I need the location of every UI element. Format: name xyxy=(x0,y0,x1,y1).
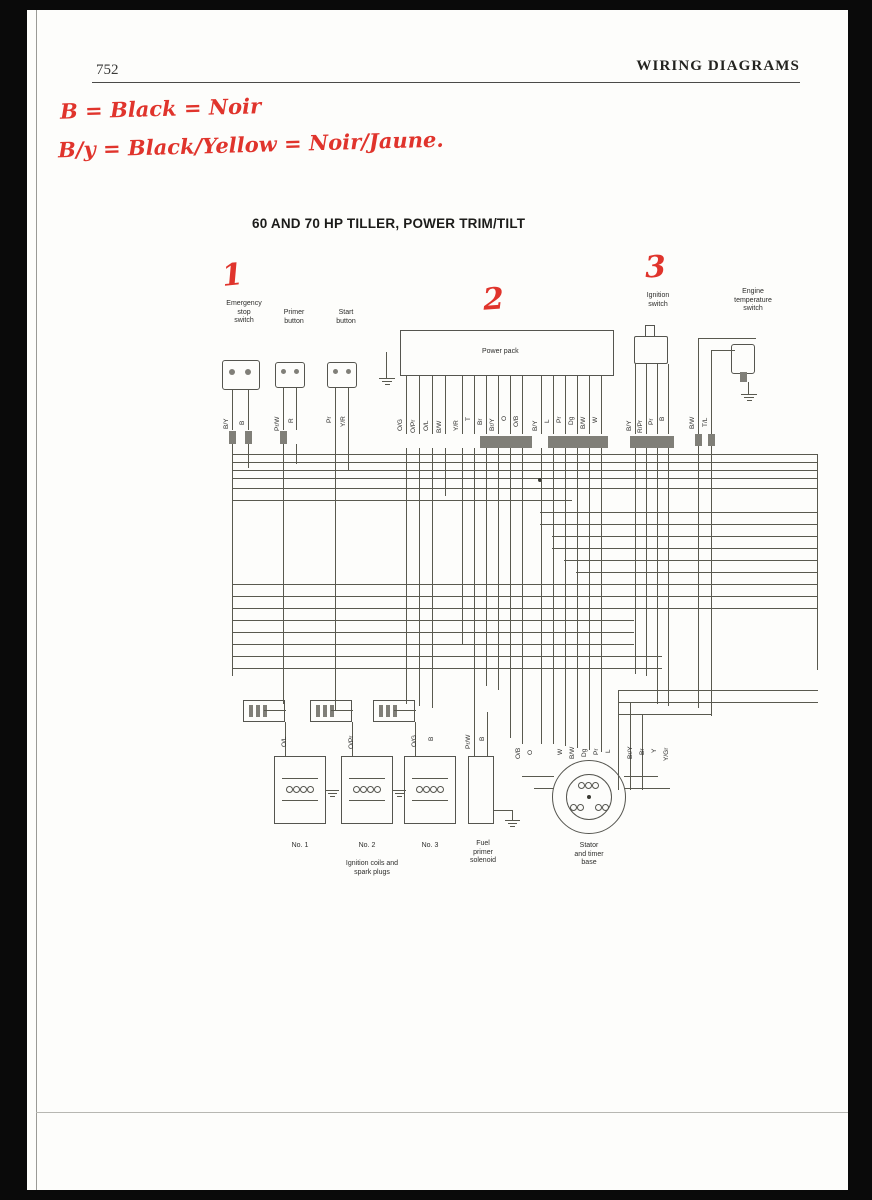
plug-3-lead xyxy=(394,710,416,711)
ground-symbol-powerpack xyxy=(379,378,395,386)
start-button-body xyxy=(327,362,357,388)
pp-pin-4 xyxy=(445,376,446,434)
return-wire-3 xyxy=(618,714,712,715)
spark-plug-2-electrode-c xyxy=(330,705,334,717)
coil-2-code: O/Pr xyxy=(348,735,355,749)
drop-primer-prw xyxy=(283,444,284,704)
pp-code-7: Br xyxy=(477,418,484,425)
bus-wire-19 xyxy=(232,656,662,657)
bus-wire-9 xyxy=(552,536,818,537)
wire-code-estop-by: B/Y xyxy=(223,418,230,429)
connector-block-powerpack-a xyxy=(480,436,532,448)
pp-pin-5 xyxy=(462,376,463,434)
coil-1-winding-d xyxy=(307,786,314,793)
label-coil-2: No. 2 xyxy=(358,842,376,849)
connector-estop-1 xyxy=(229,431,236,444)
drop-start-yr xyxy=(348,430,349,470)
wire-primer-r xyxy=(296,388,297,430)
label-start-button: Start button xyxy=(336,309,356,325)
return-wire-1 xyxy=(618,690,818,691)
coil-3-winding-a xyxy=(416,786,423,793)
coil-3-winding-c xyxy=(430,786,437,793)
connector-block-ignition xyxy=(630,436,674,448)
fuel-primer-solenoid-body xyxy=(468,756,494,824)
wire-engine-temp-bw xyxy=(698,338,699,434)
handwritten-note-line-2: B/y = Black/Yellow = Noir/Jaune. xyxy=(57,126,444,163)
emergency-stop-terminal-1 xyxy=(229,369,235,375)
ign-pin-2 xyxy=(646,364,647,434)
bus-wire-10 xyxy=(552,548,818,549)
pp-pin-3 xyxy=(432,376,433,434)
stator-code-5: Dg xyxy=(581,748,588,757)
ground-symbol-fuel-primer xyxy=(505,820,520,828)
drop-pp-10 xyxy=(522,448,523,744)
handwritten-callout-2: 2 xyxy=(481,281,506,318)
wire-code-start-pr: Pr xyxy=(326,416,333,423)
drop-pp-6 xyxy=(474,448,475,712)
label-ignition-switch: Ignition switch xyxy=(646,292,670,308)
spark-plug-3-electrode-b xyxy=(386,705,390,717)
coil-3-winding-d xyxy=(437,786,444,793)
pp-pin-6 xyxy=(474,376,475,434)
stator-code-8: Br/Y xyxy=(627,746,634,759)
drop-start-pr xyxy=(335,430,336,710)
return-wire-2 xyxy=(618,702,818,703)
drop-pp-12 xyxy=(553,448,554,744)
wire-estop-by xyxy=(232,390,233,430)
drop-estop-b xyxy=(248,444,249,468)
coil-3-winding-b xyxy=(423,786,430,793)
handwritten-note-line-1: B = Black = Noir xyxy=(59,93,262,124)
start-terminal-1 xyxy=(333,369,338,374)
engine-temp-code-2: T/L xyxy=(702,417,709,427)
label-engine-temperature-switch: Engine temperature switch xyxy=(734,288,772,312)
drop-ign-4 xyxy=(668,448,669,706)
drop-pp-7 xyxy=(486,448,487,686)
coil-3-code: O/G xyxy=(411,735,418,747)
pp-pin-10 xyxy=(522,376,523,434)
handwritten-callout-3: 3 xyxy=(644,249,667,286)
spark-plug-1-electrode-b xyxy=(256,705,260,717)
stator-code-7: L xyxy=(605,749,612,753)
pp-pin-7 xyxy=(486,376,487,434)
wire-code-estop-b: B xyxy=(239,420,246,425)
drop-pp-4 xyxy=(445,448,446,496)
drop-ign-3 xyxy=(657,448,658,704)
engine-temp-top-lead xyxy=(698,338,756,339)
stator-code-2: O xyxy=(527,749,534,755)
bus-wire-16 xyxy=(232,620,634,621)
drop-pp-16 xyxy=(601,448,602,752)
bus-wire-13 xyxy=(232,584,818,585)
connector-engine-temp-1 xyxy=(695,434,702,446)
wire-start-pr xyxy=(335,388,336,430)
stator-winding-g xyxy=(592,782,599,789)
stator-lead-left-1 xyxy=(522,776,554,777)
bus-wire-20 xyxy=(232,668,662,669)
coil-ground-code: B xyxy=(428,736,435,741)
stator-code-1: O/B xyxy=(515,747,522,759)
pp-code-14: Dg xyxy=(568,416,575,425)
stator-winding-e xyxy=(578,782,585,789)
fuel-primer-lead-2 xyxy=(487,712,488,756)
stator-winding-a xyxy=(570,804,577,811)
stator-winding-b xyxy=(577,804,584,811)
wire-primer-prw xyxy=(283,388,284,430)
ign-code-1: B/Y xyxy=(626,420,633,431)
engine-temp-sensor-tip xyxy=(740,372,747,382)
harness-right-return xyxy=(817,454,818,670)
ign-pin-4 xyxy=(668,364,669,434)
primer-terminal-1 xyxy=(281,369,286,374)
label-ignition-coils-spark-plugs: Ignition coils and spark plugs xyxy=(345,860,399,876)
ign-code-3: Pr xyxy=(648,418,655,425)
coil-2-winding-b xyxy=(360,786,367,793)
spark-plug-1-electrode-c xyxy=(263,705,267,717)
spark-plug-3-electrode-a xyxy=(379,705,383,717)
coil-2-winding-a xyxy=(353,786,360,793)
start-terminal-2 xyxy=(346,369,351,374)
ign-code-2: R/Pr xyxy=(637,420,644,433)
label-coil-1: No. 1 xyxy=(291,842,309,849)
coil-3-top-bar xyxy=(412,778,448,779)
pp-code-11: B/Y xyxy=(532,420,539,431)
ignition-key-barrel xyxy=(645,325,655,337)
connector-primer-1 xyxy=(280,431,287,444)
wire-engine-temp-tl xyxy=(711,350,712,434)
pp-pin-8 xyxy=(498,376,499,434)
pp-pin-13 xyxy=(565,376,566,434)
stator-lead-right-2 xyxy=(624,788,670,789)
engine-temp-code-1: B/W xyxy=(689,416,696,429)
plug-2-lead xyxy=(331,710,353,711)
drop-pp-11 xyxy=(541,448,542,744)
emergency-stop-switch-body xyxy=(222,360,260,390)
coil-2-top-bar xyxy=(349,778,385,779)
drop-estop-by xyxy=(232,444,233,676)
coil-1-winding-b xyxy=(293,786,300,793)
bus-wire-14 xyxy=(232,596,818,597)
plug-1-lead xyxy=(264,710,286,711)
bus-wire-11 xyxy=(564,560,818,561)
pp-code-5: Y/R xyxy=(453,420,460,431)
fuel-primer-code-2: B xyxy=(479,736,486,741)
pp-code-1: O/G xyxy=(397,419,404,431)
scan-border-left xyxy=(0,0,27,1200)
scan-border-bottom xyxy=(0,1190,872,1200)
label-emergency-stop-switch: Emergency stop switch xyxy=(226,300,262,324)
wire-start-yr xyxy=(348,388,349,430)
scan-border-top xyxy=(0,0,872,10)
spark-plug-3-electrode-c xyxy=(393,705,397,717)
pp-pin-14 xyxy=(577,376,578,434)
power-pack-ground-stem xyxy=(386,352,387,378)
pp-code-12: L xyxy=(544,419,551,423)
bus-wire-17 xyxy=(232,632,634,633)
drop-pp-3 xyxy=(432,448,433,708)
drop-primer-r xyxy=(296,444,297,464)
bus-wire-7 xyxy=(540,512,818,513)
drop-ign-2 xyxy=(646,448,647,676)
stator-code-11: Y/Gr xyxy=(663,747,670,761)
pp-code-3: O/L xyxy=(423,420,430,431)
stator-code-4: B/W xyxy=(569,746,576,759)
bus-wire-15 xyxy=(232,608,818,609)
coil-2-winding-c xyxy=(367,786,374,793)
coil-3-bottom-bar xyxy=(412,800,448,801)
drop-pp-9 xyxy=(510,448,511,738)
diagram-title: 60 AND 70 HP TILLER, POWER TRIM/TILT xyxy=(252,216,526,231)
bus-wire-1 xyxy=(232,454,817,455)
pp-code-8: Br/Y xyxy=(489,418,496,431)
coil-2-winding-d xyxy=(374,786,381,793)
bus-wire-8 xyxy=(540,524,818,525)
pp-pin-15 xyxy=(589,376,590,434)
stator-lead-right-1 xyxy=(624,776,658,777)
wire-code-primer-prw: Pr/W xyxy=(274,416,281,431)
handwritten-callout-1: 1 xyxy=(220,257,245,294)
coil-2-bottom-bar xyxy=(349,800,385,801)
coil-1-code: O/L xyxy=(281,736,288,747)
label-coil-3: No. 3 xyxy=(421,842,439,849)
engine-temp-switch-body xyxy=(731,344,755,374)
connector-block-powerpack-b xyxy=(548,436,608,448)
primer-button-body xyxy=(275,362,305,388)
fuel-primer-lead-1 xyxy=(474,712,475,756)
pp-code-2: O/Pr xyxy=(410,419,417,433)
drop-pp-5 xyxy=(462,448,463,644)
engine-temp-lead-2 xyxy=(711,350,735,351)
stator-center-dot xyxy=(587,795,591,799)
ground-symbol-coil-1 xyxy=(325,790,339,798)
ign-pin-3 xyxy=(657,364,658,434)
ground-symbol-engine-temp xyxy=(741,394,757,402)
bus-wire-12 xyxy=(576,572,818,573)
pp-pin-11 xyxy=(541,376,542,434)
ground-symbol-coil-2 xyxy=(392,790,406,798)
pp-code-13: Pr xyxy=(556,416,563,423)
drop-pp-14 xyxy=(577,448,578,748)
pp-code-10: O/B xyxy=(513,415,520,427)
pp-pin-9 xyxy=(510,376,511,434)
stator-winding-f xyxy=(585,782,592,789)
pp-code-9: O xyxy=(501,415,508,421)
stator-code-3: W xyxy=(557,748,564,755)
pp-pin-2 xyxy=(419,376,420,434)
ign-code-4: B xyxy=(659,416,666,421)
connector-engine-temp-2 xyxy=(708,434,715,446)
stator-winding-d xyxy=(602,804,609,811)
stator-winding-c xyxy=(595,804,602,811)
stator-code-10: Y xyxy=(651,748,658,753)
pp-code-15: B/W xyxy=(580,416,587,429)
drop-pp-2 xyxy=(419,448,420,706)
ignition-switch-body xyxy=(634,336,668,364)
coil-1-winding-a xyxy=(286,786,293,793)
fuel-primer-ground-lead xyxy=(494,810,512,811)
ign-pin-1 xyxy=(635,364,636,434)
bus-wire-5 xyxy=(232,488,817,489)
page-number: 752 xyxy=(96,62,119,78)
wire-code-start-yr: Y/R xyxy=(340,416,347,427)
spark-plug-2-electrode-a xyxy=(316,705,320,717)
drop-pp-8 xyxy=(498,448,499,690)
pp-code-4: B/W xyxy=(436,420,443,433)
wire-code-primer-r: R xyxy=(288,418,295,423)
drop-pp-15 xyxy=(589,448,590,750)
label-primer-button: Primer button xyxy=(283,309,305,325)
connector-estop-2 xyxy=(245,431,252,444)
spark-plug-2-electrode-b xyxy=(323,705,327,717)
stator-lead-left-2 xyxy=(534,788,554,789)
drop-pp-13 xyxy=(565,448,566,746)
header-title: WIRING DIAGRAMS xyxy=(636,58,800,74)
wire-estop-b xyxy=(248,390,249,430)
coil-1-winding-c xyxy=(300,786,307,793)
primer-terminal-2 xyxy=(294,369,299,374)
fuel-primer-ground-stem xyxy=(512,810,513,820)
fuel-primer-code-1: Pr/W xyxy=(465,734,472,749)
engine-temp-ground-stem xyxy=(748,382,749,394)
drop-ign-1 xyxy=(635,448,636,674)
drop-temp-2 xyxy=(711,446,712,716)
pp-pin-1 xyxy=(406,376,407,434)
drop-temp-1 xyxy=(698,446,699,708)
scan-border-right xyxy=(848,0,872,1200)
coil-1-bottom-bar xyxy=(282,800,318,801)
spark-plug-1-electrode-a xyxy=(249,705,253,717)
pp-pin-12 xyxy=(553,376,554,434)
bus-wire-2 xyxy=(232,462,817,463)
pp-pin-16 xyxy=(601,376,602,434)
coil-1-top-bar xyxy=(282,778,318,779)
pp-code-6: T xyxy=(465,417,472,421)
bus-wire-3 xyxy=(232,470,817,471)
label-power-pack: Power pack xyxy=(482,348,519,355)
stator-code-9: Br xyxy=(639,748,646,755)
drop-pp-1 xyxy=(406,448,407,704)
bus-wire-4 xyxy=(232,478,817,479)
label-stator-timer-base: Stator and timer base xyxy=(574,842,604,866)
label-fuel-primer-solenoid: Fuel primer solenoid xyxy=(469,840,497,864)
stator-code-6: Pr xyxy=(593,748,600,755)
bus-wire-18 xyxy=(232,644,634,645)
pp-code-16: W xyxy=(592,416,599,423)
emergency-stop-terminal-2 xyxy=(245,369,251,375)
